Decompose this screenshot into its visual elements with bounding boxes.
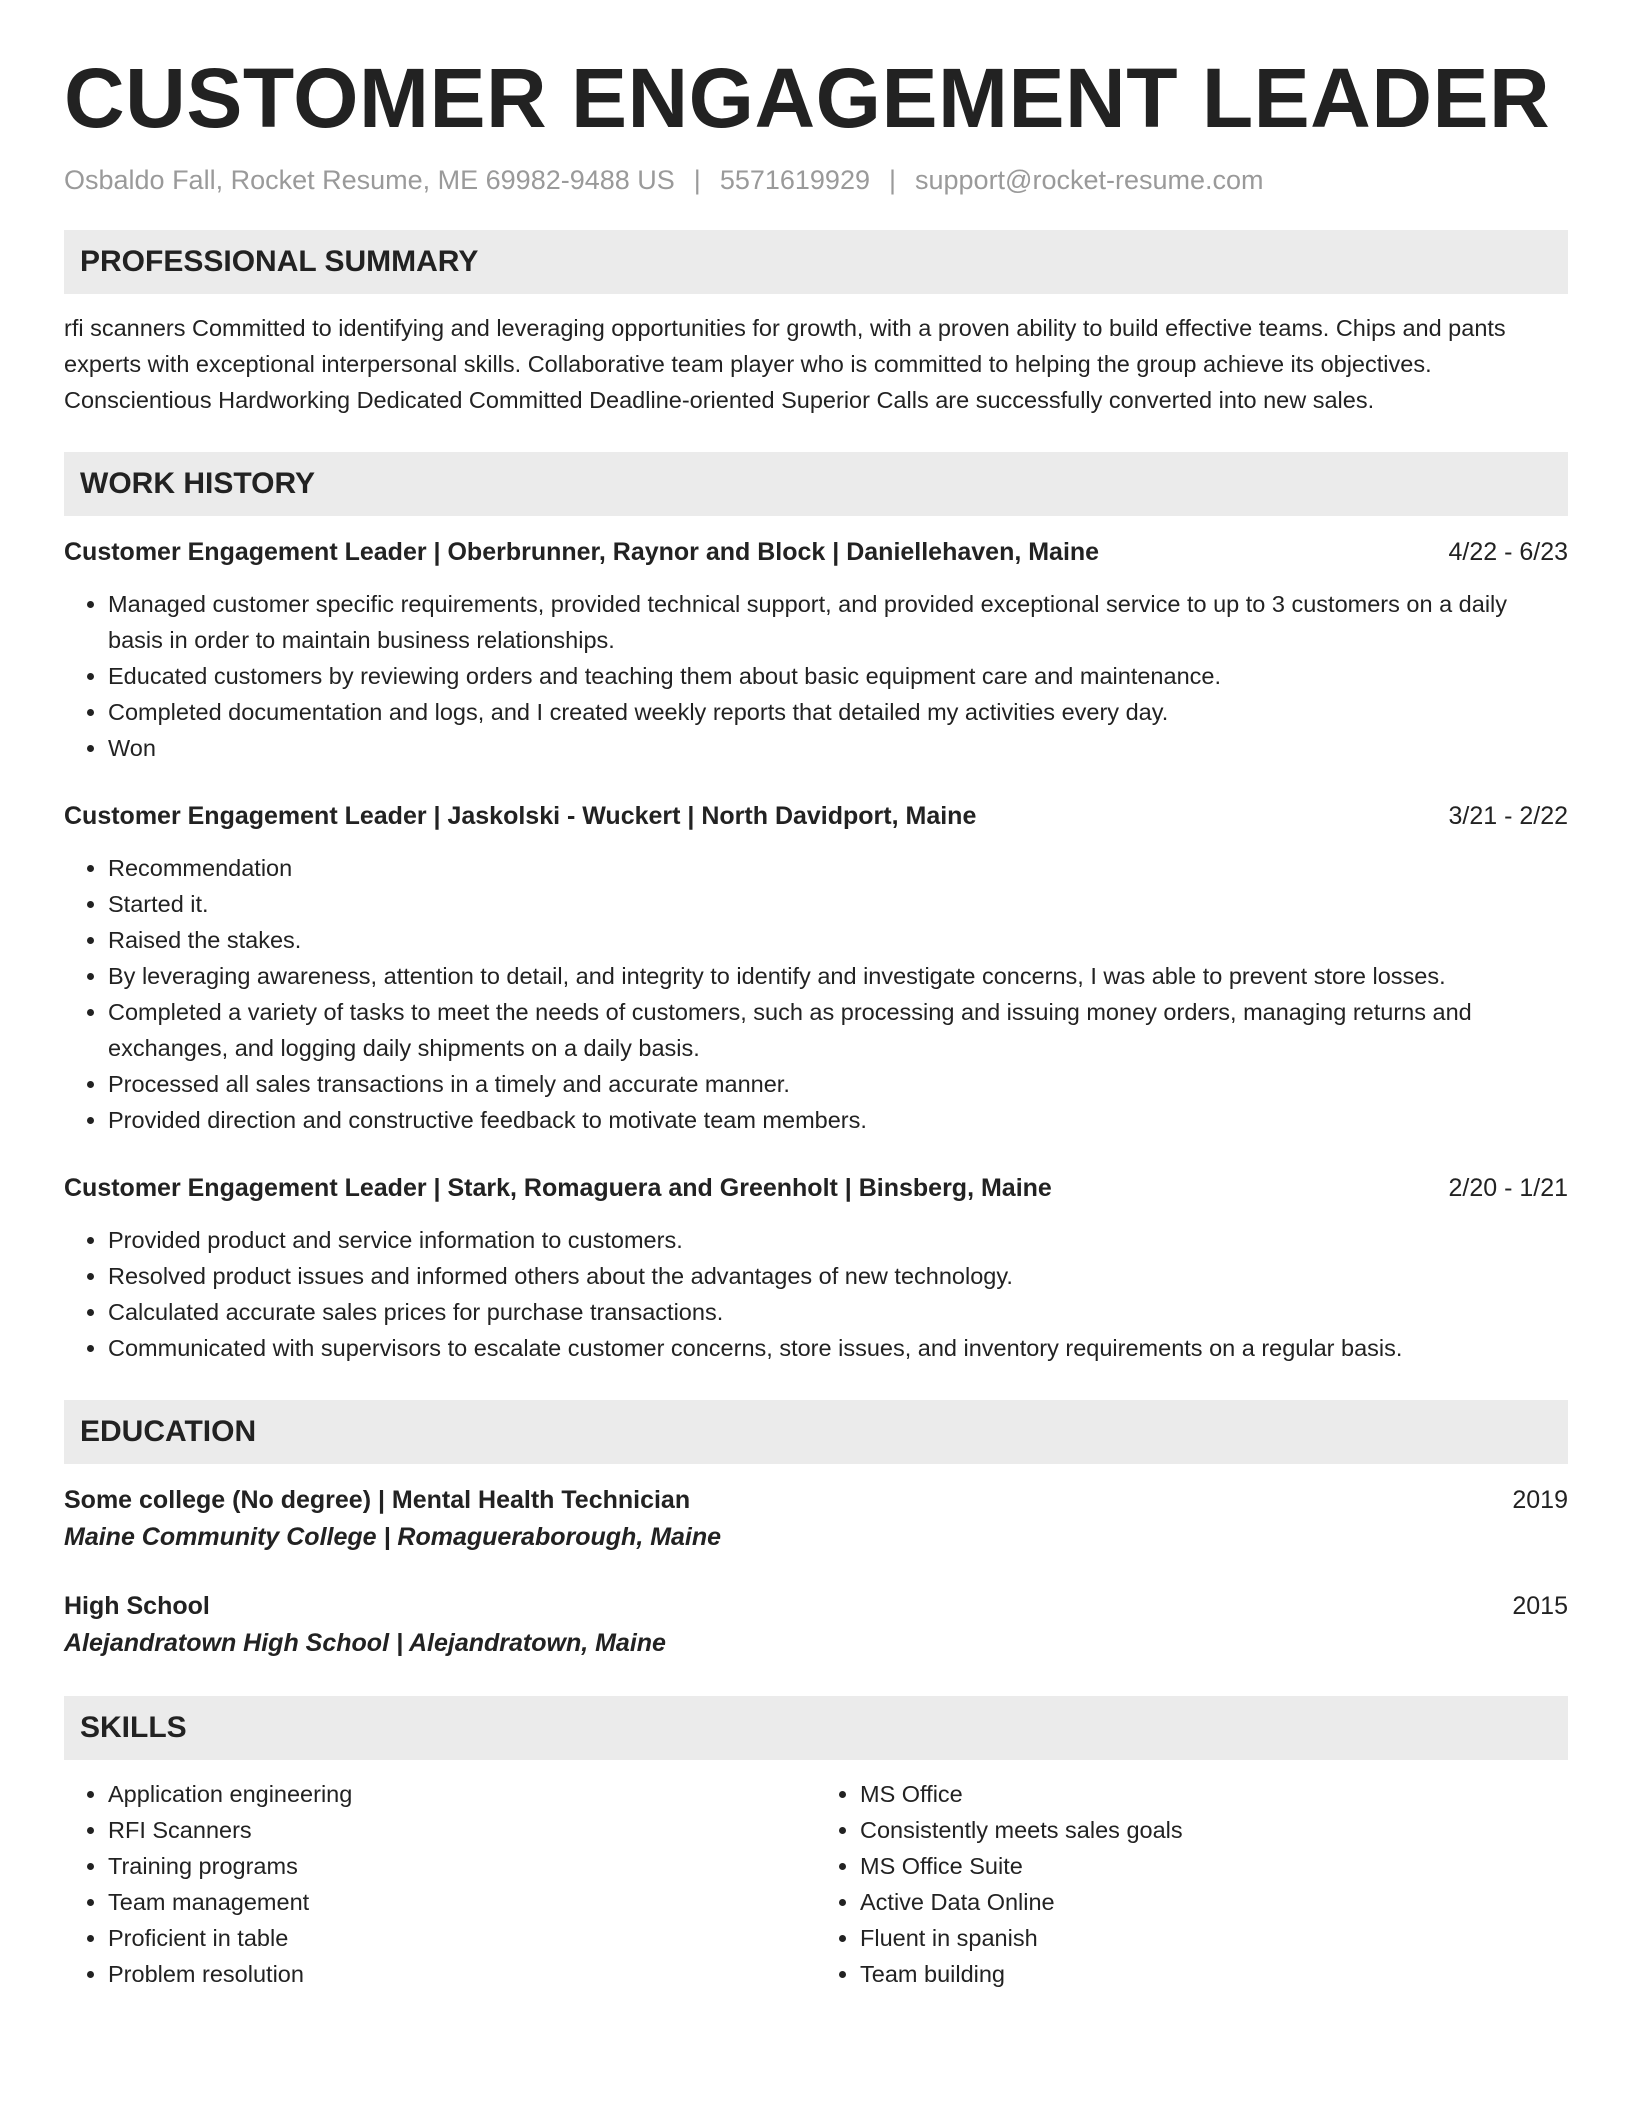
skill-item: • Team building bbox=[860, 1956, 1568, 1992]
education-entry bbox=[64, 1482, 1568, 1556]
contact-address: Osbaldo Fall, Rocket Resume, ME 69982-9488 US bbox=[64, 164, 675, 195]
contact-line bbox=[64, 165, 1568, 196]
job-bullet: • Processed all sales transactions in a timely and accurate manner. bbox=[108, 1066, 1568, 1102]
job-bullets bbox=[64, 850, 1568, 1138]
job-dates: 4/22 - 6/23 bbox=[1448, 537, 1568, 566]
job-title: Customer Engagement Leader | Stark, Romaguera and Greenholt | Binsberg, Maine bbox=[64, 1173, 1052, 1202]
skill-item: • Fluent in spanish bbox=[860, 1920, 1568, 1956]
job-bullets bbox=[64, 586, 1568, 766]
job-bullet: • Won bbox=[108, 730, 1568, 766]
contact-email: support@rocket-resume.com bbox=[915, 164, 1264, 195]
job-entry bbox=[64, 798, 1568, 1138]
job-bullet: • Educated customers by reviewing orders and teaching them about basic equipment care and maintenance. bbox=[108, 658, 1568, 694]
education-school: Alejandratown High School | Alejandratown, Maine bbox=[64, 1628, 666, 1657]
job-bullet: • Resolved product issues and informed others about the advantages of new technology. bbox=[108, 1258, 1568, 1294]
section-header-work-history: WORK HISTORY bbox=[64, 452, 1568, 516]
job-dates: 2/20 - 1/21 bbox=[1448, 1173, 1568, 1202]
job-header bbox=[64, 798, 1568, 834]
job-bullet: • Completed a variety of tasks to meet the needs of customers, such as processing and issuing money orders, managing returns and exchanges, and logging daily shipments on a daily basis. bbox=[108, 994, 1568, 1066]
job-bullet: • Recommendation bbox=[108, 850, 1568, 886]
contact-separator: | bbox=[888, 164, 896, 195]
job-header bbox=[64, 1170, 1568, 1206]
job-bullet: • Started it. bbox=[108, 886, 1568, 922]
skill-item: • Proficient in table bbox=[108, 1920, 816, 1956]
job-title: Customer Engagement Leader | Jaskolski - Wuckert | North Davidport, Maine bbox=[64, 801, 977, 830]
job-bullet: • By leveraging awareness, attention to detail, and integrity to identify and investigate concerns, I was able to prevent store losses. bbox=[108, 958, 1568, 994]
skills-column-right bbox=[816, 1776, 1568, 1992]
skill-item: • Training programs bbox=[108, 1848, 816, 1884]
skill-item: • Application engineering bbox=[108, 1776, 816, 1812]
education-degree: High School bbox=[64, 1591, 210, 1620]
education-header bbox=[64, 1588, 1568, 1624]
education-header bbox=[64, 1482, 1568, 1518]
education-entry bbox=[64, 1588, 1568, 1662]
education-school: Maine Community College | Romagueraborough, Maine bbox=[64, 1522, 722, 1551]
skill-item: • Active Data Online bbox=[860, 1884, 1568, 1920]
skill-item: • Consistently meets sales goals bbox=[860, 1812, 1568, 1848]
job-dates: 3/21 - 2/22 bbox=[1448, 801, 1568, 830]
skill-item: • Problem resolution bbox=[108, 1956, 816, 1992]
education-year: 2019 bbox=[1512, 1485, 1568, 1514]
job-bullet: • Managed customer specific requirements, provided technical support, and provided exceptional service to up to 3 customers on a daily basis in order to maintain business relationships. bbox=[108, 586, 1568, 658]
job-bullet: • Raised the stakes. bbox=[108, 922, 1568, 958]
job-bullet: • Calculated accurate sales prices for purchase transactions. bbox=[108, 1294, 1568, 1330]
section-header-skills: SKILLS bbox=[64, 1696, 1568, 1760]
job-bullets bbox=[64, 1222, 1568, 1366]
resume-name: CUSTOMER ENGAGEMENT LEADER bbox=[64, 51, 1551, 145]
skill-item: • RFI Scanners bbox=[108, 1812, 816, 1848]
contact-separator: | bbox=[693, 164, 701, 195]
skills-list bbox=[64, 1776, 1568, 1992]
skill-item: • MS Office bbox=[860, 1776, 1568, 1812]
job-entry bbox=[64, 1170, 1568, 1366]
education-year: 2015 bbox=[1512, 1591, 1568, 1620]
skills-column-left bbox=[64, 1776, 816, 1992]
job-bullet: • Completed documentation and logs, and I created weekly reports that detailed my activities every day. bbox=[108, 694, 1568, 730]
section-header-education: EDUCATION bbox=[64, 1400, 1568, 1464]
job-header bbox=[64, 534, 1568, 570]
contact-phone: 5571619929 bbox=[719, 164, 870, 195]
job-bullet: • Provided direction and constructive feedback to motivate team members. bbox=[108, 1102, 1568, 1138]
job-entry bbox=[64, 534, 1568, 766]
skill-item: • MS Office Suite bbox=[860, 1848, 1568, 1884]
education-degree: Some college (No degree) | Mental Health Technician bbox=[64, 1485, 691, 1514]
job-bullet: • Communicated with supervisors to escalate customer concerns, store issues, and inventory requirements on a regular basis. bbox=[108, 1330, 1568, 1366]
job-title: Customer Engagement Leader | Oberbrunner, Raynor and Block | Daniellehaven, Maine bbox=[64, 537, 1100, 566]
section-header-summary: PROFESSIONAL SUMMARY bbox=[64, 230, 1568, 294]
summary-text: rfi scanners Committed to identifying and leveraging opportunities for growth, with a proven ability to build effective teams. Chips and pants experts with exceptional interpersonal skills. Collaborative team player who is committed to helping the group achieve its objectives. Conscientious Hardworking Dedicated Committed Deadline-oriented Superior Calls are successfully converted into new sales. bbox=[64, 314, 1506, 413]
job-bullet: • Provided product and service information to customers. bbox=[108, 1222, 1568, 1258]
skill-item: • Team management bbox=[108, 1884, 816, 1920]
